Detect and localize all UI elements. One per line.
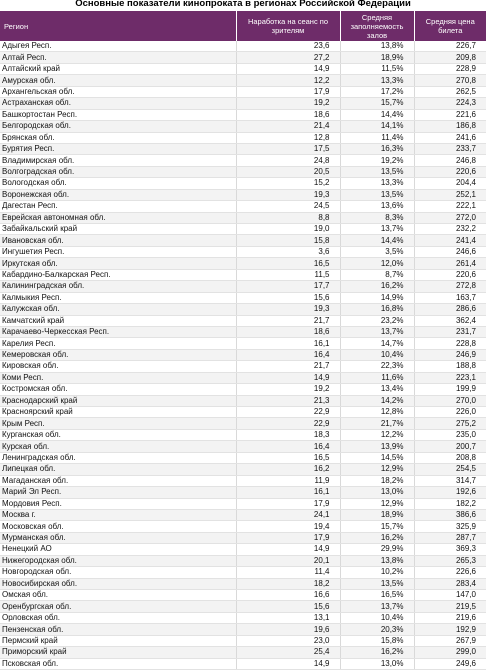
attendance-cell: 17,9 — [236, 498, 340, 509]
avg-price-cell: 369,3 — [414, 544, 486, 555]
table-row — [0, 464, 486, 475]
avg-price-cell: 224,3 — [414, 98, 486, 109]
table-row — [0, 429, 486, 440]
avg-price-cell: 219,5 — [414, 601, 486, 612]
fill-rate-cell: 14,4% — [340, 109, 414, 120]
avg-price-cell: 275,2 — [414, 418, 486, 429]
fill-rate-cell: 16,2% — [340, 532, 414, 543]
avg-price-cell: 192,9 — [414, 624, 486, 635]
fill-rate-cell: 16,8% — [340, 304, 414, 315]
avg-price-cell: 272,8 — [414, 281, 486, 292]
region-cell: Мордовия Респ. — [0, 498, 236, 509]
fill-rate-cell: 14,7% — [340, 338, 414, 349]
region-cell: Кемеровская обл. — [0, 349, 236, 360]
fill-rate-cell: 13,5% — [340, 166, 414, 177]
table-row — [0, 246, 486, 257]
attendance-cell: 14,9 — [236, 658, 340, 669]
attendance-cell: 15,6 — [236, 601, 340, 612]
region-cell: Адыгея Респ. — [0, 41, 236, 52]
table-row — [0, 361, 486, 372]
fill-rate-cell: 12,9% — [340, 464, 414, 475]
fill-rate-cell: 14,1% — [340, 121, 414, 132]
region-cell: Забайкальский край — [0, 224, 236, 235]
table-row — [0, 132, 486, 143]
table-row — [0, 590, 486, 601]
table-row — [0, 52, 486, 63]
attendance-cell: 13,1 — [236, 612, 340, 623]
fill-rate-cell: 21,7% — [340, 418, 414, 429]
attendance-cell: 16,2 — [236, 464, 340, 475]
table-row — [0, 407, 486, 418]
avg-price-cell: 286,6 — [414, 304, 486, 315]
attendance-cell: 15,2 — [236, 178, 340, 189]
avg-price-cell: 246,6 — [414, 246, 486, 257]
table-row — [0, 63, 486, 74]
fill-rate-cell: 11,6% — [340, 372, 414, 383]
attendance-cell: 25,4 — [236, 647, 340, 658]
region-cell: Карелия Респ. — [0, 338, 236, 349]
region-cell: Пензенская обл. — [0, 624, 236, 635]
fill-rate-cell: 13,8% — [340, 41, 414, 52]
table-row — [0, 166, 486, 177]
avg-price-cell: 314,7 — [414, 475, 486, 486]
region-cell: Башкортостан Респ. — [0, 109, 236, 120]
fill-rate-cell: 15,7% — [340, 521, 414, 532]
table-row — [0, 86, 486, 97]
avg-price-cell: 228,9 — [414, 63, 486, 74]
attendance-cell: 21,7 — [236, 361, 340, 372]
region-cell: Вологодская обл. — [0, 178, 236, 189]
fill-rate-cell: 19,2% — [340, 155, 414, 166]
fill-rate-cell: 12,8% — [340, 407, 414, 418]
table-row — [0, 281, 486, 292]
fill-rate-cell: 16,3% — [340, 143, 414, 154]
region-cell: Дагестан Респ. — [0, 201, 236, 212]
attendance-cell: 17,9 — [236, 86, 340, 97]
avg-price-cell: 226,0 — [414, 407, 486, 418]
attendance-cell: 18,6 — [236, 109, 340, 120]
table-row — [0, 441, 486, 452]
table-row — [0, 121, 486, 132]
avg-price-cell: 226,7 — [414, 41, 486, 52]
table-row — [0, 212, 486, 223]
region-cell: Курская обл. — [0, 441, 236, 452]
region-cell: Волгоградская обл. — [0, 166, 236, 177]
region-cell: Бурятия Респ. — [0, 143, 236, 154]
table-row — [0, 143, 486, 154]
avg-price-cell: 220,6 — [414, 166, 486, 177]
attendance-cell: 17,7 — [236, 281, 340, 292]
table-row — [0, 338, 486, 349]
region-cell: Ивановская обл. — [0, 235, 236, 246]
fill-rate-cell: 23,2% — [340, 315, 414, 326]
table-row — [0, 349, 486, 360]
table-row — [0, 109, 486, 120]
avg-price-cell: 199,9 — [414, 384, 486, 395]
avg-price-cell: 246,9 — [414, 349, 486, 360]
attendance-cell: 20,5 — [236, 166, 340, 177]
table-row — [0, 326, 486, 337]
region-cell: Крым Респ. — [0, 418, 236, 429]
attendance-cell: 14,9 — [236, 372, 340, 383]
fill-rate-cell: 10,2% — [340, 567, 414, 578]
region-cell: Брянская обл. — [0, 132, 236, 143]
table-row — [0, 189, 486, 200]
avg-price-cell: 219,6 — [414, 612, 486, 623]
attendance-cell: 12,2 — [236, 75, 340, 86]
attendance-cell: 21,4 — [236, 121, 340, 132]
attendance-cell: 17,9 — [236, 532, 340, 543]
attendance-cell: 27,2 — [236, 52, 340, 63]
fill-rate-cell: 15,8% — [340, 635, 414, 646]
table-row — [0, 178, 486, 189]
attendance-cell: 19,3 — [236, 304, 340, 315]
avg-price-cell: 163,7 — [414, 292, 486, 303]
fill-rate-cell: 13,0% — [340, 487, 414, 498]
avg-price-cell: 221,6 — [414, 109, 486, 120]
fill-rate-cell: 17,2% — [340, 86, 414, 97]
avg-price-cell: 231,7 — [414, 326, 486, 337]
region-cell: Краснодарский край — [0, 395, 236, 406]
region-cell: Новосибирская обл. — [0, 578, 236, 589]
attendance-cell: 22,9 — [236, 418, 340, 429]
fill-rate-cell: 13,9% — [340, 441, 414, 452]
attendance-cell: 16,5 — [236, 452, 340, 463]
table-row — [0, 647, 486, 658]
region-cell: Магаданская обл. — [0, 475, 236, 486]
avg-price-cell: 233,7 — [414, 143, 486, 154]
attendance-cell: 24,8 — [236, 155, 340, 166]
table-row — [0, 498, 486, 509]
region-cell: Москва г. — [0, 509, 236, 520]
avg-price-cell: 249,6 — [414, 658, 486, 669]
avg-price-cell: 267,9 — [414, 635, 486, 646]
region-cell: Коми Респ. — [0, 372, 236, 383]
fill-rate-cell: 13,4% — [340, 384, 414, 395]
fill-rate-cell: 13,5% — [340, 578, 414, 589]
attendance-cell: 21,3 — [236, 395, 340, 406]
table-row — [0, 612, 486, 623]
fill-rate-cell: 29,9% — [340, 544, 414, 555]
region-cell: Мурманская обл. — [0, 532, 236, 543]
attendance-cell: 14,9 — [236, 544, 340, 555]
region-cell: Ингушетия Респ. — [0, 246, 236, 257]
avg-price-cell: 209,8 — [414, 52, 486, 63]
attendance-cell: 19,2 — [236, 384, 340, 395]
table-row — [0, 155, 486, 166]
fill-rate-cell: 11,4% — [340, 132, 414, 143]
table-row — [0, 544, 486, 555]
attendance-cell: 21,7 — [236, 315, 340, 326]
table-row — [0, 41, 486, 52]
fill-rate-cell: 8,7% — [340, 269, 414, 280]
region-cell: Курганская обл. — [0, 429, 236, 440]
region-cell: Костромская обл. — [0, 384, 236, 395]
fill-rate-cell: 12,2% — [340, 429, 414, 440]
avg-price-cell: 287,7 — [414, 532, 486, 543]
fill-rate-cell: 18,2% — [340, 475, 414, 486]
attendance-cell: 22,9 — [236, 407, 340, 418]
avg-price-cell: 270,8 — [414, 75, 486, 86]
attendance-cell: 18,2 — [236, 578, 340, 589]
table-row — [0, 395, 486, 406]
avg-price-cell: 246,8 — [414, 155, 486, 166]
fill-rate-cell: 10,4% — [340, 349, 414, 360]
table-row — [0, 555, 486, 566]
table-row — [0, 601, 486, 612]
fill-rate-cell: 13,7% — [340, 326, 414, 337]
table-row — [0, 384, 486, 395]
fill-rate-cell: 16,2% — [340, 647, 414, 658]
attendance-cell: 19,6 — [236, 624, 340, 635]
region-cell: Еврейская автономная обл. — [0, 212, 236, 223]
attendance-cell: 18,6 — [236, 326, 340, 337]
table-row — [0, 418, 486, 429]
avg-price-cell: 208,8 — [414, 452, 486, 463]
column-header-region[interactable]: Регион — [0, 11, 236, 41]
avg-price-cell: 186,8 — [414, 121, 486, 132]
table-row — [0, 635, 486, 646]
avg-price-cell: 362,4 — [414, 315, 486, 326]
fill-rate-cell: 13,3% — [340, 75, 414, 86]
fill-rate-cell: 13,8% — [340, 555, 414, 566]
table-body — [0, 41, 486, 670]
fill-rate-cell: 13,6% — [340, 201, 414, 212]
region-cell: Омская обл. — [0, 590, 236, 601]
region-cell: Амурская обл. — [0, 75, 236, 86]
fill-rate-cell: 16,5% — [340, 590, 414, 601]
fill-rate-cell: 14,9% — [340, 292, 414, 303]
region-cell: Нижегородская обл. — [0, 555, 236, 566]
fill-rate-cell: 13,7% — [340, 601, 414, 612]
avg-price-cell: 222,1 — [414, 201, 486, 212]
attendance-cell: 19,3 — [236, 189, 340, 200]
avg-price-cell: 241,4 — [414, 235, 486, 246]
region-cell: Белгородская обл. — [0, 121, 236, 132]
regions-table — [0, 11, 486, 670]
attendance-cell: 24,5 — [236, 201, 340, 212]
avg-price-cell: 226,6 — [414, 567, 486, 578]
attendance-cell: 16,1 — [236, 487, 340, 498]
attendance-cell: 8,8 — [236, 212, 340, 223]
table-row — [0, 372, 486, 383]
attendance-cell: 11,9 — [236, 475, 340, 486]
region-cell: Архангельская обл. — [0, 86, 236, 97]
attendance-cell: 19,2 — [236, 98, 340, 109]
fill-rate-cell: 15,7% — [340, 98, 414, 109]
avg-price-cell: 235,0 — [414, 429, 486, 440]
region-cell: Ленинградская обл. — [0, 452, 236, 463]
region-cell: Алтай Респ. — [0, 52, 236, 63]
region-cell: Пермский край — [0, 635, 236, 646]
avg-price-cell: 252,1 — [414, 189, 486, 200]
region-cell: Кировская обл. — [0, 361, 236, 372]
table-row — [0, 292, 486, 303]
column-header-fill-rate[interactable]: Средняя заполняемость залов — [340, 11, 414, 41]
avg-price-cell: 283,4 — [414, 578, 486, 589]
region-cell: Иркутская обл. — [0, 258, 236, 269]
region-cell: Орловская обл. — [0, 612, 236, 623]
table-row — [0, 258, 486, 269]
region-cell: Кабардино-Балкарская Респ. — [0, 269, 236, 280]
table-row — [0, 201, 486, 212]
column-header-attendance[interactable]: Наработка на сеанс по зрителям — [236, 11, 340, 41]
fill-rate-cell: 13,7% — [340, 224, 414, 235]
table-row — [0, 567, 486, 578]
region-cell: Московская обл. — [0, 521, 236, 532]
table-row — [0, 224, 486, 235]
attendance-cell: 16,1 — [236, 338, 340, 349]
fill-rate-cell: 13,5% — [340, 189, 414, 200]
header-row — [0, 11, 486, 41]
fill-rate-cell: 11,5% — [340, 63, 414, 74]
region-cell: Псковская обл. — [0, 658, 236, 669]
fill-rate-cell: 13,3% — [340, 178, 414, 189]
avg-price-cell: 272,0 — [414, 212, 486, 223]
attendance-cell: 16,5 — [236, 258, 340, 269]
region-cell: Воронежская обл. — [0, 189, 236, 200]
attendance-cell: 19,4 — [236, 521, 340, 532]
attendance-cell: 11,4 — [236, 567, 340, 578]
region-cell: Красноярский край — [0, 407, 236, 418]
region-cell: Оренбургская обл. — [0, 601, 236, 612]
fill-rate-cell: 10,4% — [340, 612, 414, 623]
attendance-cell: 11,5 — [236, 269, 340, 280]
region-cell: Калининградская обл. — [0, 281, 236, 292]
attendance-cell: 23,0 — [236, 635, 340, 646]
avg-price-cell: 270,0 — [414, 395, 486, 406]
avg-price-cell: 188,8 — [414, 361, 486, 372]
avg-price-cell: 223,1 — [414, 372, 486, 383]
table-row — [0, 624, 486, 635]
table-row — [0, 532, 486, 543]
avg-price-cell: 200,7 — [414, 441, 486, 452]
region-cell: Владимирская обл. — [0, 155, 236, 166]
table-row — [0, 452, 486, 463]
table-row — [0, 521, 486, 532]
region-cell: Калужская обл. — [0, 304, 236, 315]
table-row — [0, 578, 486, 589]
region-cell: Карачаево-Черкесская Респ. — [0, 326, 236, 337]
fill-rate-cell: 22,3% — [340, 361, 414, 372]
attendance-cell: 15,8 — [236, 235, 340, 246]
avg-price-cell: 220,6 — [414, 269, 486, 280]
avg-price-cell: 265,3 — [414, 555, 486, 566]
region-cell: Калмыкия Респ. — [0, 292, 236, 303]
avg-price-cell: 254,5 — [414, 464, 486, 475]
fill-rate-cell: 20,3% — [340, 624, 414, 635]
attendance-cell: 14,9 — [236, 63, 340, 74]
table-row — [0, 475, 486, 486]
avg-price-cell: 182,2 — [414, 498, 486, 509]
avg-price-cell: 262,5 — [414, 86, 486, 97]
attendance-cell: 15,6 — [236, 292, 340, 303]
attendance-cell: 16,4 — [236, 349, 340, 360]
table-row — [0, 487, 486, 498]
table-row — [0, 269, 486, 280]
table-row — [0, 658, 486, 669]
region-cell: Ненецкий АО — [0, 544, 236, 555]
avg-price-cell: 204,4 — [414, 178, 486, 189]
table-row — [0, 235, 486, 246]
attendance-cell: 23,6 — [236, 41, 340, 52]
fill-rate-cell: 18,9% — [340, 509, 414, 520]
table-row — [0, 509, 486, 520]
avg-price-cell: 261,4 — [414, 258, 486, 269]
region-cell: Липецкая обл. — [0, 464, 236, 475]
fill-rate-cell: 12,9% — [340, 498, 414, 509]
avg-price-cell: 386,6 — [414, 509, 486, 520]
fill-rate-cell: 14,5% — [340, 452, 414, 463]
region-cell: Марий Эл Респ. — [0, 487, 236, 498]
fill-rate-cell: 14,4% — [340, 235, 414, 246]
table-row — [0, 304, 486, 315]
table-title: Основные показатели кинопроката в регионах Российской Федерации — [75, 0, 411, 9]
attendance-cell: 12,8 — [236, 132, 340, 143]
avg-price-cell: 147,0 — [414, 590, 486, 601]
avg-price-cell: 232,2 — [414, 224, 486, 235]
avg-price-cell: 192,6 — [414, 487, 486, 498]
attendance-cell: 20,1 — [236, 555, 340, 566]
attendance-cell: 19,0 — [236, 224, 340, 235]
region-cell: Камчатский край — [0, 315, 236, 326]
table-row — [0, 75, 486, 86]
attendance-cell: 24,1 — [236, 509, 340, 520]
table-row — [0, 98, 486, 109]
fill-rate-cell: 14,2% — [340, 395, 414, 406]
fill-rate-cell: 3,5% — [340, 246, 414, 257]
attendance-cell: 3,6 — [236, 246, 340, 257]
avg-price-cell: 299,0 — [414, 647, 486, 658]
fill-rate-cell: 18,9% — [340, 52, 414, 63]
region-cell: Новгородская обл. — [0, 567, 236, 578]
attendance-cell: 16,6 — [236, 590, 340, 601]
attendance-cell: 16,4 — [236, 441, 340, 452]
fill-rate-cell: 12,0% — [340, 258, 414, 269]
region-cell: Алтайский край — [0, 63, 236, 74]
table-row — [0, 315, 486, 326]
fill-rate-cell: 8,3% — [340, 212, 414, 223]
fill-rate-cell: 13,0% — [340, 658, 414, 669]
avg-price-cell: 241,6 — [414, 132, 486, 143]
avg-price-cell: 228,8 — [414, 338, 486, 349]
fill-rate-cell: 16,2% — [340, 281, 414, 292]
attendance-cell: 18,3 — [236, 429, 340, 440]
table-header — [0, 11, 486, 41]
attendance-cell: 17,5 — [236, 143, 340, 154]
region-cell: Астраханская обл. — [0, 98, 236, 109]
column-header-avg-price[interactable]: Средняя цена билета — [414, 11, 486, 41]
avg-price-cell: 325,9 — [414, 521, 486, 532]
region-cell: Приморский край — [0, 647, 236, 658]
